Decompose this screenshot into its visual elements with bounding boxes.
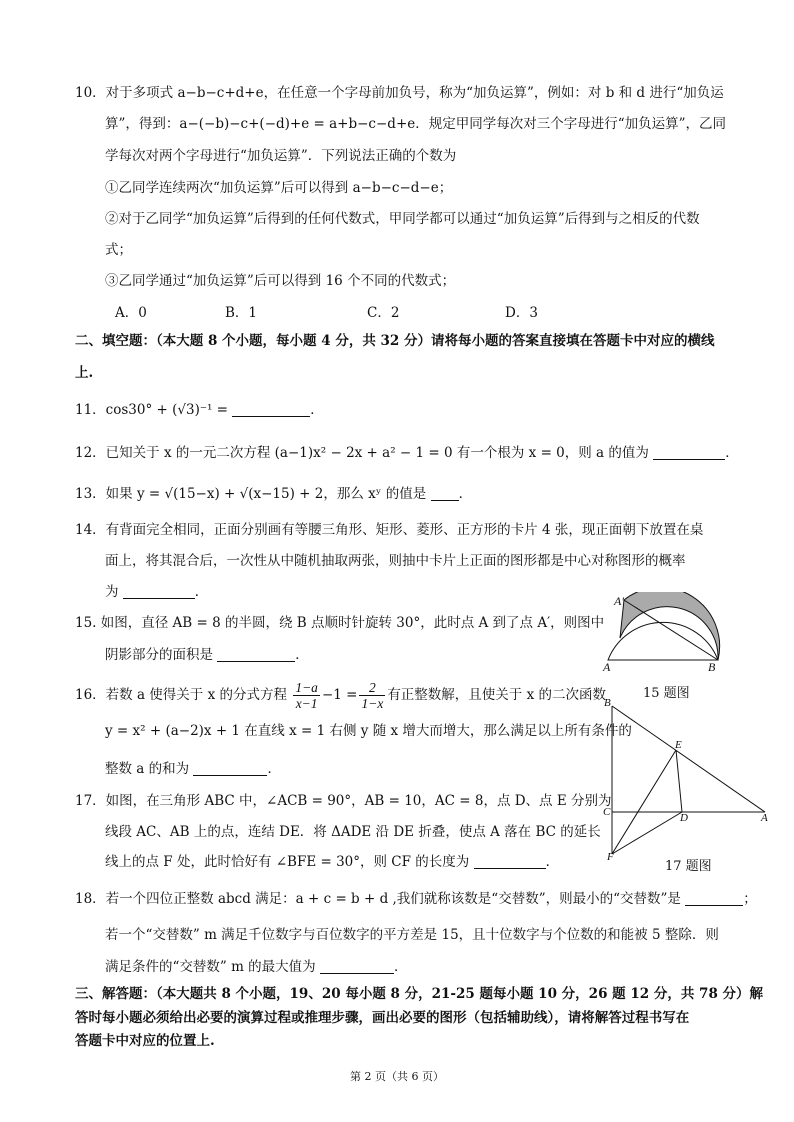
q12-answer-blank xyxy=(653,445,725,460)
q12 xyxy=(75,444,739,462)
section3-heading-line2: 答时每小题必须给出必要的演算过程或推理步骤，画出必要的图形（包括辅助线），请将解答过程书写在 xyxy=(75,1010,690,1026)
q18-line1 xyxy=(75,890,757,908)
q15-line2-text: 阴影部分的面积是 xyxy=(105,647,213,663)
q14-end: ． xyxy=(194,584,209,600)
page-footer: 第 2 页（共 6 页） xyxy=(350,1070,444,1083)
fig17-label-c: C xyxy=(603,806,611,818)
q16-fraction-2-num: 2 xyxy=(359,680,385,696)
q15-line2 xyxy=(105,646,309,664)
fig15-label-a: A xyxy=(603,660,611,674)
q16-fraction-1-den: x−1 xyxy=(295,696,318,711)
q13-end: ． xyxy=(458,486,473,502)
q16-line2: y = x² + (a−2)x + 1 在直线 x = 1 右侧 y 随 x 增大而增大，那么满足以上所有条件的 xyxy=(105,723,632,739)
q15-end: ． xyxy=(295,647,309,663)
q18-end: ． xyxy=(393,959,408,975)
q17-answer-blank xyxy=(474,854,546,869)
q18-line1-end: ； xyxy=(743,891,757,907)
q10-statement-1: ①乙同学连续两次“加负运算”后可以得到 a−b−c−d−e； xyxy=(105,180,453,196)
fig17-label-b: B xyxy=(604,697,611,709)
q10-line2: 算”，得到：a−(−b)−c+(−d)+e = a+b−c−d+e．规定甲同学每次对三个字母进行“加负运算”，乙同 xyxy=(105,116,727,132)
q16-line1-a: 16．若数 a 使得关于 x 的分式方程 xyxy=(75,687,288,703)
q11-text: 11．cos30° + (√3)⁻¹ = xyxy=(75,402,228,418)
q16-line1-b: −1 = xyxy=(321,687,358,703)
q17-line3-text: 线上的点 F 处，此时恰好有 ∠BFE = 30°，则 CF 的长度为 xyxy=(105,854,470,870)
q18-line1-text: 18．若一个四位正整数 abcd 满足：a + c = b + d ,我们就称该数是“交替数”，则最小的“交替数”是 xyxy=(75,891,681,907)
section2-heading-line2: 上. xyxy=(75,365,94,381)
q16-fraction-1 xyxy=(293,680,320,711)
q10-option-c: C．2 xyxy=(367,305,400,321)
fig17-label-f: F xyxy=(607,851,614,863)
fig15-label-a-prime: A′ xyxy=(614,594,624,608)
q15-line1: 15. 如图，直径 AB = 8 的半圆，绕 B 点顺时针旋转 30°，此时点 A 到了点 A′，则图中 xyxy=(75,615,605,631)
fig15-label-b: B xyxy=(708,660,716,674)
q18-answer-blank-1 xyxy=(685,891,743,906)
fig17-line-ef xyxy=(612,750,676,854)
figure-17 xyxy=(600,700,780,860)
q14-line3-text: 为 xyxy=(105,584,119,600)
q16-fraction-2-den: 1−x xyxy=(361,696,384,711)
q13 xyxy=(75,485,472,503)
q15-answer-blank xyxy=(217,647,295,662)
q10-line1: 10．对于多项式 a−b−c+d+e，在任意一个字母前加负号，称为“加负运算”，例如：对 b 和 d 进行“加负运 xyxy=(75,85,724,101)
q10-option-d: D．3 xyxy=(505,305,538,321)
q11 xyxy=(75,401,324,419)
fig17-label-d: D xyxy=(680,812,688,824)
q16-fraction-2 xyxy=(359,680,385,711)
q12-end: ． xyxy=(725,445,739,461)
q10-statement-2b: 式； xyxy=(105,242,132,258)
q17-end: ． xyxy=(545,854,560,870)
q14-line2: 面上，将其混合后，一次性从中随机抽取两张，则抽中卡片上正面的图形都是中心对称图形的概率 xyxy=(105,553,686,569)
q13-text: 13．如果 y = √(15−x) + √(x−15) + 2，那么 xʸ 的值是 xyxy=(75,486,427,502)
q18-line3-text: 满足条件的“交替数” m 的最大值为 xyxy=(105,959,316,975)
q13-answer-blank xyxy=(431,486,459,501)
q16-end: ． xyxy=(267,761,281,777)
section3-heading-line1: 三、解答题：（本大题共 8 个小题，19、20 每小题 8 分，21-25 题每小题 10 分，26 题 12 分，共 78 分）解 xyxy=(75,986,764,1002)
q10-option-b: B．1 xyxy=(225,305,258,321)
q17-line1: 17．如图，在三角形 ABC 中，∠ACB = 90°，AB = 10，AC = 8，点 D、点 E 分别为 xyxy=(75,793,612,809)
q10-statement-2a: ②对于乙同学“加负运算”后得到的任何代数式，甲同学都可以通过“加负运算”后得到与之相反的代数 xyxy=(105,211,700,227)
q16-line3-text: 整数 a 的和为 xyxy=(105,761,190,777)
fig17-line-df xyxy=(612,812,682,854)
fig17-line-de xyxy=(676,750,682,812)
q18-line2: 若一个“交替数” m 满足千位数字与百位数字的平方差是 15，且十位数字与个位数的和能被 5 整除．则 xyxy=(105,927,719,943)
q16-line1 xyxy=(75,678,606,712)
q10-option-a: A．0 xyxy=(115,305,147,321)
q17-line2: 线段 AC、AB 上的点，连结 DE．将 ΔADE 沿 DE 折叠，使点 A 落在 BC 的延长 xyxy=(105,824,601,840)
q16-answer-blank xyxy=(193,761,267,776)
q14-line3 xyxy=(105,583,208,601)
q18-answer-blank-2 xyxy=(320,959,394,974)
q16-line3 xyxy=(105,760,281,778)
q10-line3: 学每次对两个字母进行“加负运算”．下列说法正确的个数为 xyxy=(105,148,457,164)
section2-heading-line1: 二、填空题：（本大题 8 个小题，每小题 4 分，共 32 分）请将每小题的答案直接填在答题卡中对应的横线 xyxy=(75,333,715,349)
q10-statement-3: ③乙同学通过“加负运算”后可以得到 16 个不同的代数式； xyxy=(105,273,456,289)
q14-answer-blank xyxy=(123,584,195,599)
fig15-caption: 15 题图 xyxy=(643,686,690,701)
fig17-label-e: E xyxy=(675,739,682,751)
fig17-caption: 17 题图 xyxy=(665,859,712,874)
q12-text: 12．已知关于 x 的一元二次方程 (a−1)x² − 2x + a² − 1 = 0 有一个根为 x = 0，则 a 的值为 xyxy=(75,445,649,461)
q16-line1-c: 有正整数解，且使关于 x 的二次函数 xyxy=(387,687,607,703)
q11-answer-blank xyxy=(232,402,310,417)
q14-line1: 14．有背面完全相同，正面分别画有等腰三角形、矩形、菱形、正方形的卡片 4 张，现正面朝下放置在桌 xyxy=(75,522,704,538)
q18-line3 xyxy=(105,958,407,976)
section3-heading-line3: 答题卡中对应的位置上. xyxy=(75,1033,215,1049)
fig17-label-a: A xyxy=(761,812,768,824)
q17-line3 xyxy=(105,853,559,871)
fig17-line-ab xyxy=(612,706,765,812)
q11-end: ． xyxy=(310,402,324,418)
q16-fraction-1-num: 1−a xyxy=(295,680,318,695)
